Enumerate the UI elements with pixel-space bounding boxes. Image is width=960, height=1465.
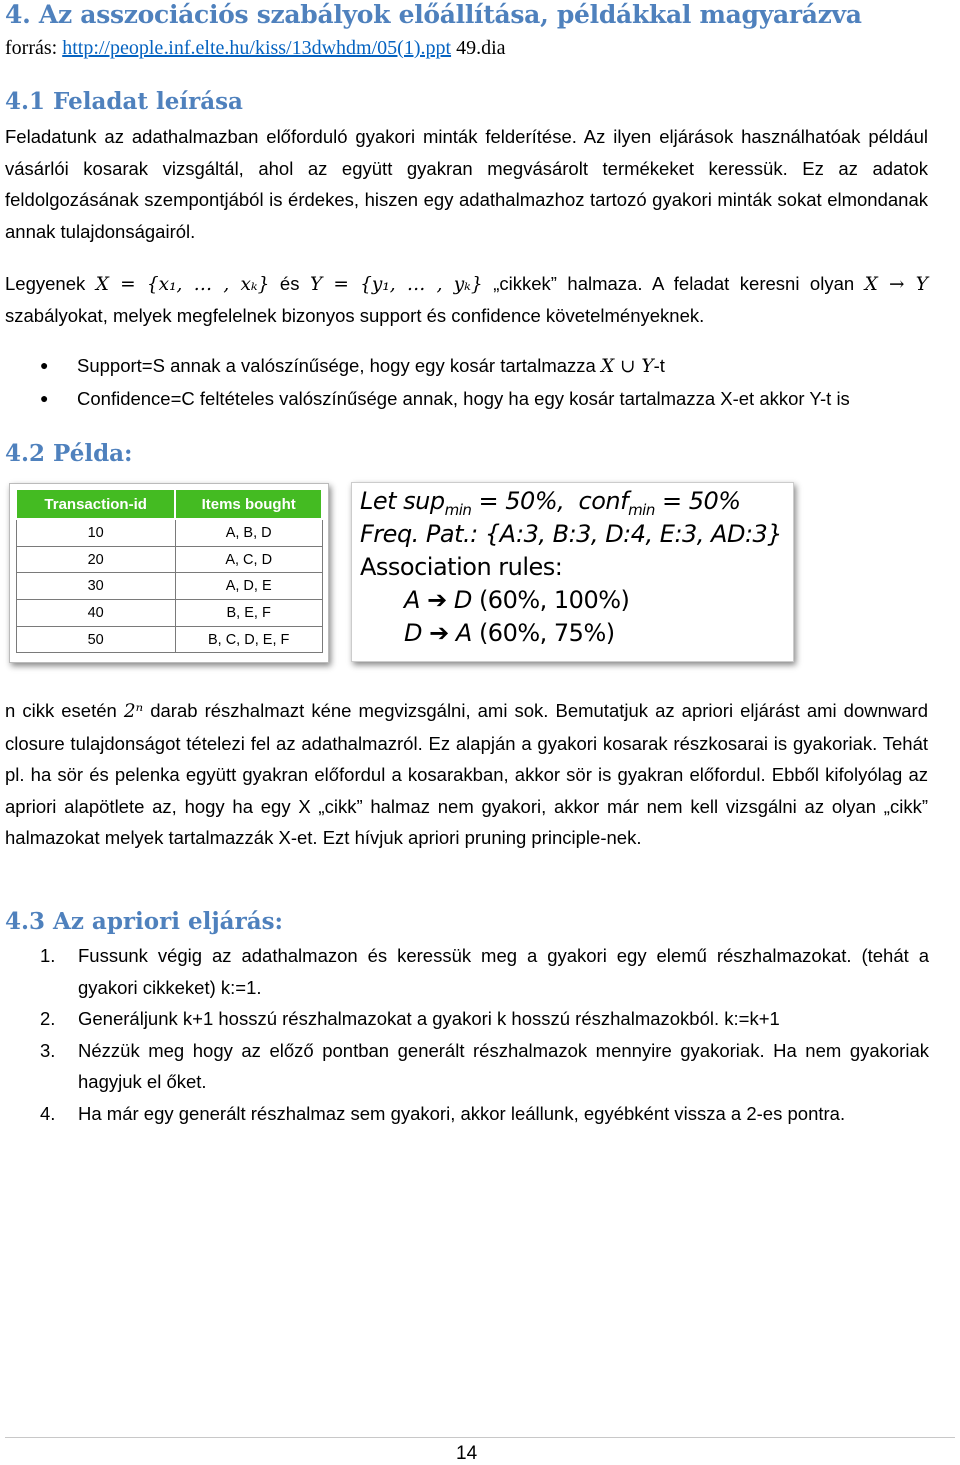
list-item: 3. Nézzük meg hogy az előző pontban generált részhalmazok mennyire gyakoriak. Ha nem gyakoriak hagyjuk el őket. <box>40 1039 929 1092</box>
list-item: 4. Ha már egy generált részhalmaz sem gyakori, akkor leállunk, egyébként vissza a 2-es pontra. <box>40 1102 846 1124</box>
section-1-paragraph: Feladatunk az adathalmazban előforduló gyakori minták felderítése. Az ilyen eljárások használhatóak például vásárlói kosarak vizsgáltál, ahol az együtt gyakran megvásárolt termékeket keressük. Ez az adatok feldolgozásának szempontjából is érdekes, hiszen egy adathalmazhoz tartozó gyakori minták sokat elmondanak annak tulajdonságairól. <box>5 126 928 242</box>
list-item: 2. Generáljunk k+1 hosszú részhalmazokat a gyakori k hosszú részhalmazokból. k:=k+1 <box>40 1008 780 1029</box>
right-arrow-icon: ➔ <box>427 586 447 614</box>
list-item: 1. Fussunk végig az adathalmazon és keressük meg a gyakori egy elemű részhalmazokat. (tehát a gyakori cikkeket) k:=1. <box>40 945 929 998</box>
table-row: 10 A, B, D <box>16 519 322 546</box>
table-header-items-bought: Items bought <box>175 489 322 519</box>
transactions-table <box>15 488 323 653</box>
section-2-title: 4.2 Példa: <box>5 440 133 467</box>
power-math: 2ⁿ <box>123 701 144 722</box>
source-suffix: 49.dia <box>456 37 506 59</box>
bullet-confidence: ● Confidence=C feltételes valószínűsége annak, hogy ha egy kosár tartalmazza X-et akkor Y-t is <box>40 388 850 409</box>
main-heading: 4. Az asszociációs szabályok előállítása, példákkal magyarázva <box>5 0 862 29</box>
rule-math: X → Y <box>864 274 929 295</box>
apriori-intro-paragraph: n cikk esetén 2ⁿ darab részhalmazt kéne megvizsgálni, ami sok. Bemutatjuk az apriori eljárást ami downward closure tulajdonságot tételezi fel az adathalmazról. Ez alapján a gyakori kosarak részkosarai is gyakoriak. Tehát pl. ha sör és pelenka együtt gyakran előfordul a kosarakban, akkor sör is gyakran előfordul. Ebből kifolyólag az apriori alapötlete az, hogy ha egy X „cikk” halmaz nem gyakori, akkor már nem kell vizsgálni az olyan „cikk” halmazokat melyek tartalmazzák X-et. Ezt hívjuk apriori pruning principle-nek. <box>5 700 929 848</box>
source-line <box>5 37 506 60</box>
table-header-transaction-id: Transaction-id <box>16 489 175 519</box>
association-rules-label: Association rules: <box>360 553 563 581</box>
frequent-patterns-line: Freq. Pat.: {A:3, B:3, D:4, E:3, AD:3} <box>360 520 783 548</box>
rule-d-to-a: D ➔ A (60%, 75%) <box>404 619 615 647</box>
page-number: 14 <box>456 1443 478 1464</box>
right-arrow-icon: ➔ <box>429 619 449 647</box>
bullet-support: ● Support=S annak a valószínűsége, hogy egy kosár tartalmazza X ∪ Y-t <box>40 355 665 377</box>
section-1-title: 4.1 Feladat leírása <box>5 88 243 115</box>
bullet-dot-icon: ● <box>40 390 49 406</box>
table-row: 30 A, D, E <box>16 573 322 600</box>
footer-divider <box>5 1437 955 1438</box>
bullet-dot-icon: ● <box>40 357 49 373</box>
y-set-math: Y = {y₁, … , yₖ} <box>309 274 483 295</box>
association-rules-figure <box>351 482 794 662</box>
transactions-table-figure <box>9 483 329 663</box>
x-set-math: X = {x₁, … , xₖ} <box>95 274 270 295</box>
source-link[interactable]: http://people.inf.elte.hu/kiss/13dwhdm/05(1).ppt <box>62 37 452 59</box>
table-row: 20 A, C, D <box>16 546 322 573</box>
table-row: 50 B, C, D, E, F <box>16 626 322 653</box>
section-3-title: 4.3 Az apriori eljárás: <box>5 908 284 935</box>
thresholds-line: Let sup$_{min}$ = 50%, conf$_{min}$ = 50% <box>360 487 741 519</box>
definition-line-2: szabályokat, melyek megfelelnek bizonyos support és confidence követelményeknek. <box>5 305 705 326</box>
apriori-steps-list <box>40 940 929 1129</box>
rule-a-to-d: A ➔ D (60%, 100%) <box>404 586 630 614</box>
source-label: forrás: <box>5 37 58 59</box>
table-row: 40 B, E, F <box>16 600 322 627</box>
definition-line-1: Legyenek X = {x₁, … , xₖ} és Y = {y₁, … , yₖ} „cikkek” halmaza. A feladat keresni olyan X → Y <box>5 273 929 295</box>
